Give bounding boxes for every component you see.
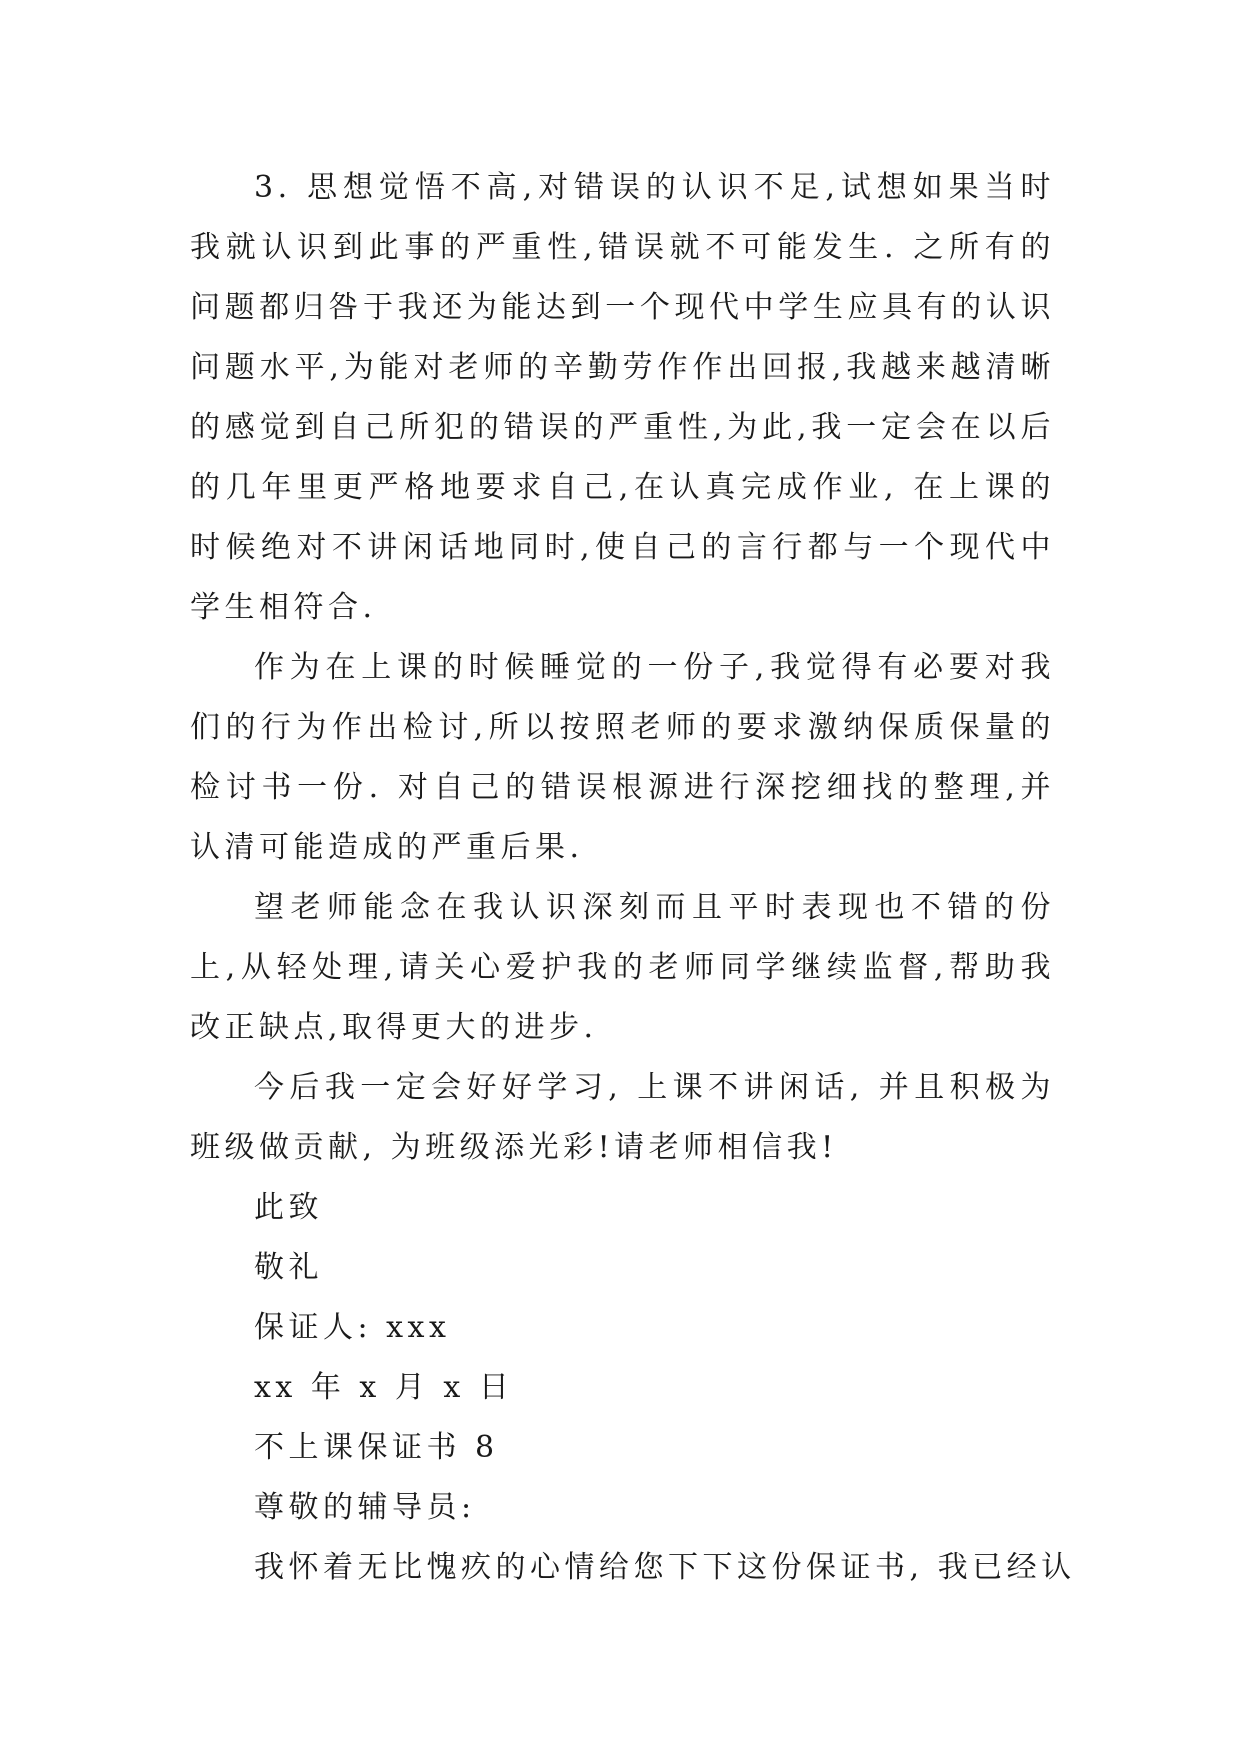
paragraph-promise: 今后我一定会好好学习, 上课不讲闲话, 并且积极为班级做贡献, 为班级添光彩!请老师相信我! <box>190 1070 1055 1165</box>
document-body <box>190 158 1076 1598</box>
section-title: 不上课保证书 8 <box>254 1430 499 1465</box>
closing-salutation: 此致 <box>254 1190 323 1225</box>
paragraph-reflection: 3. 思想觉悟不高,对错误的认识不足,试想如果当时我就认识到此事的严重性,错误就不可能发生. 之所有的问题都归咎于我还为能达到一个现代中学生应具有的认识问题水平,为能对老师的辛勤劳作作出回报,我越来越清晰的感觉到自己所犯的错误的严重性,为此,我一定会在以后的几年里更严格地要求自己,在认真完成作业, 在上课的时候绝对不讲闲话地同时,使自己的言行都与一个现代中学生相符合. <box>190 170 1055 625</box>
closing-respect: 敬礼 <box>254 1250 323 1285</box>
paragraph-request-leniency: 望老师能念在我认识深刻而且平时表现也不错的份上,从轻处理,请关心爱护我的老师同学继续监督,帮助我改正缺点,取得更大的进步. <box>190 890 1055 1045</box>
paragraph-self-criticism: 作为在上课的时候睡觉的一份子,我觉得有必要对我们的行为作出检讨,所以按照老师的要求激纳保质保量的检讨书一份. 对自己的错误根源进行深挖细找的整理,并认清可能造成的严重后果. <box>190 650 1055 865</box>
guarantor-line: 保证人: xxx <box>254 1310 451 1345</box>
addressee-line: 尊敬的辅导员: <box>254 1490 476 1525</box>
date-line: xx 年 x 月 x 日 <box>254 1370 514 1405</box>
opening-line: 我怀着无比愧疚的心情给您下下这份保证书, 我已经认 <box>254 1550 1076 1585</box>
